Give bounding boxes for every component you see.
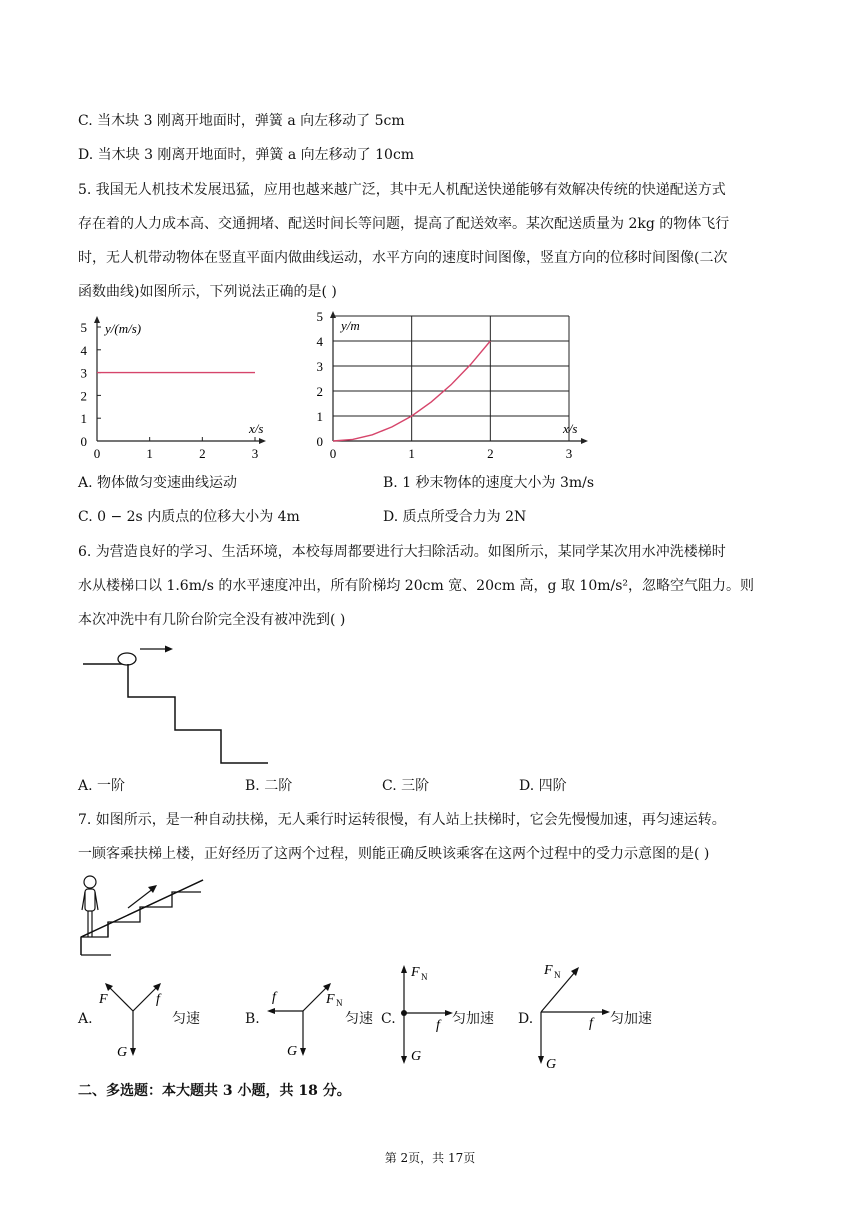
q7-force-diagram-a [90, 975, 180, 1060]
force-label-F: F [99, 992, 108, 1007]
page-footer: 第 2页，共 17页 [384, 1151, 476, 1165]
displacement-time-chart [305, 305, 595, 470]
y-tick-label: 0 [80, 434, 87, 449]
arrow-head-icon [165, 646, 173, 653]
x-tick-label: 1 [146, 446, 153, 461]
x-axis-arrow-icon [581, 438, 588, 444]
y-tick-label: 1 [80, 411, 87, 427]
q6-option-a: A. 一阶 [78, 778, 126, 794]
force-label-subscript: N [421, 972, 428, 982]
force-label-FN: F [411, 965, 420, 980]
section-heading: 二、多选题：本大题共 3 小题，共 18 分。 [78, 1083, 351, 1099]
escalator-figure [78, 870, 208, 960]
q6-option-b: B. 二阶 [245, 778, 293, 794]
force-label-FN: F [544, 963, 553, 978]
force-label-G: G [287, 1044, 298, 1059]
y-tick-label: 3 [316, 359, 323, 374]
q6-option-d: D. 四阶 [519, 778, 567, 794]
q7-option-d-text: 匀加速 [610, 1011, 652, 1027]
force-label-G: G [546, 1057, 557, 1072]
force-label-f: f [272, 990, 276, 1005]
y-tick-label: 4 [316, 334, 323, 349]
water-outlet [118, 653, 136, 665]
x-tick-label: 2 [199, 446, 206, 461]
y-tick-label: 5 [80, 320, 87, 335]
q6-option-c: C. 三阶 [382, 778, 430, 794]
person-body [85, 889, 95, 911]
q7-option-b-label: B. [245, 1011, 260, 1027]
x-axis-arrow-icon [259, 438, 266, 444]
y-axis-label: y/(m/s) [105, 321, 142, 336]
q5-stem-line4: 函数曲线)如图所示，下列说法正确的是( ) [78, 284, 337, 300]
q7-option-a-text: 匀速 [172, 1011, 200, 1027]
force-label-FN: F [326, 992, 335, 1007]
y-axis-arrow-icon [94, 316, 100, 323]
person-head [84, 876, 96, 888]
q5-option-a: A. 物体做匀变速曲线运动 [78, 475, 238, 491]
q5-option-b: B. 1 秒末物体的速度大小为 3m/s [383, 475, 595, 491]
force-label-subscript: N [336, 998, 343, 1008]
force-label-subscript: N [554, 970, 561, 980]
q7-option-b-text: 匀速 [345, 1011, 373, 1027]
x-tick-label: 0 [329, 446, 337, 461]
y-tick-label: 1 [316, 409, 323, 424]
y-tick-label: 2 [316, 384, 323, 399]
y-tick-label: 0 [316, 434, 323, 449]
q5-stem-line2: 存在着的人力成本高、交通拥堵、配送时间长等问题，提高了配送效率。某次配送质量为 2kg 的物体飞行 [78, 216, 730, 232]
force-label-G: G [411, 1049, 422, 1064]
velocity-time-chart [70, 308, 290, 468]
force-label-G: G [117, 1045, 128, 1060]
option-d-q4: D. 当木块 3 刚离开地面时，弹簧 a 向左移动了 10cm [78, 147, 415, 163]
option-c-q4: C. 当木块 3 刚离开地面时，弹簧 a 向左移动了 5cm [78, 113, 405, 129]
q7-option-c-text: 匀加速 [452, 1011, 494, 1027]
x-tick-label: 0 [93, 446, 101, 461]
y-tick-label: 5 [316, 309, 323, 324]
force-label-f: f [589, 1016, 593, 1031]
q7-stem-line2: 一顾客乘扶梯上楼，正好经历了这两个过程，则能正确反映该乘客在这两个过程中的受力示意图的是( ) [78, 846, 710, 862]
y-axis-label: y/m [341, 318, 360, 333]
x-tick-label: 3 [565, 446, 573, 461]
stair-figure [78, 640, 288, 770]
escalator-incline [81, 880, 203, 937]
stair-steps [128, 664, 268, 763]
y-tick-label: 3 [80, 365, 87, 381]
y-axis-arrow-icon [330, 311, 336, 318]
q7-force-diagram-b [260, 975, 350, 1060]
x-tick-label: 2 [487, 446, 494, 461]
force-label-f: f [436, 1018, 440, 1033]
q5-stem-line1: 5. 我国无人机技术发展迅猛，应用也越来越广泛，其中无人机配送快递能够有效解决传统的快递配送方式 [78, 182, 726, 198]
force-label-f: f [156, 992, 160, 1007]
x-tick-label: 3 [251, 446, 259, 461]
q7-option-c-label: C. [381, 1011, 396, 1027]
x-tick-label: 1 [408, 446, 415, 461]
y-tick-label: 2 [80, 388, 87, 404]
q6-stem-line1: 6. 为营造良好的学习、生活环境，本校每周都要进行大扫除活动。如图所示，某同学某次用水冲洗楼梯时 [78, 544, 726, 560]
q6-stem-line3: 本次冲洗中有几阶台阶完全没有被冲洗到( ) [78, 612, 346, 628]
q6-stem-line2: 水从楼梯口以 1.6m/s 的水平速度冲出，所有阶梯均 20cm 宽、20cm 高，g 取 10m/s²，忽略空气阻力。则 [78, 578, 755, 594]
x-axis-label: x/s [249, 421, 264, 436]
q5-option-d: D. 质点所受合力为 2N [383, 509, 527, 525]
q7-option-a-label: A. [78, 1011, 93, 1027]
q7-stem-line1: 7. 如图所示，是一种自动扶梯，无人乘行时运转很慢，有人站上扶梯时，它会先慢慢加速，再匀速运转。 [78, 812, 726, 828]
y-tick-label: 4 [80, 342, 87, 358]
q5-stem-line3: 时，无人机带动物体在竖直平面内做曲线运动，水平方向的速度时间图像，竖直方向的位移时间图像(二次 [78, 250, 728, 266]
x-axis-label: x/s [563, 421, 578, 436]
q5-option-c: C. 0 − 2s 内质点的位移大小为 4m [78, 509, 300, 525]
q7-option-d-label: D. [518, 1011, 534, 1027]
